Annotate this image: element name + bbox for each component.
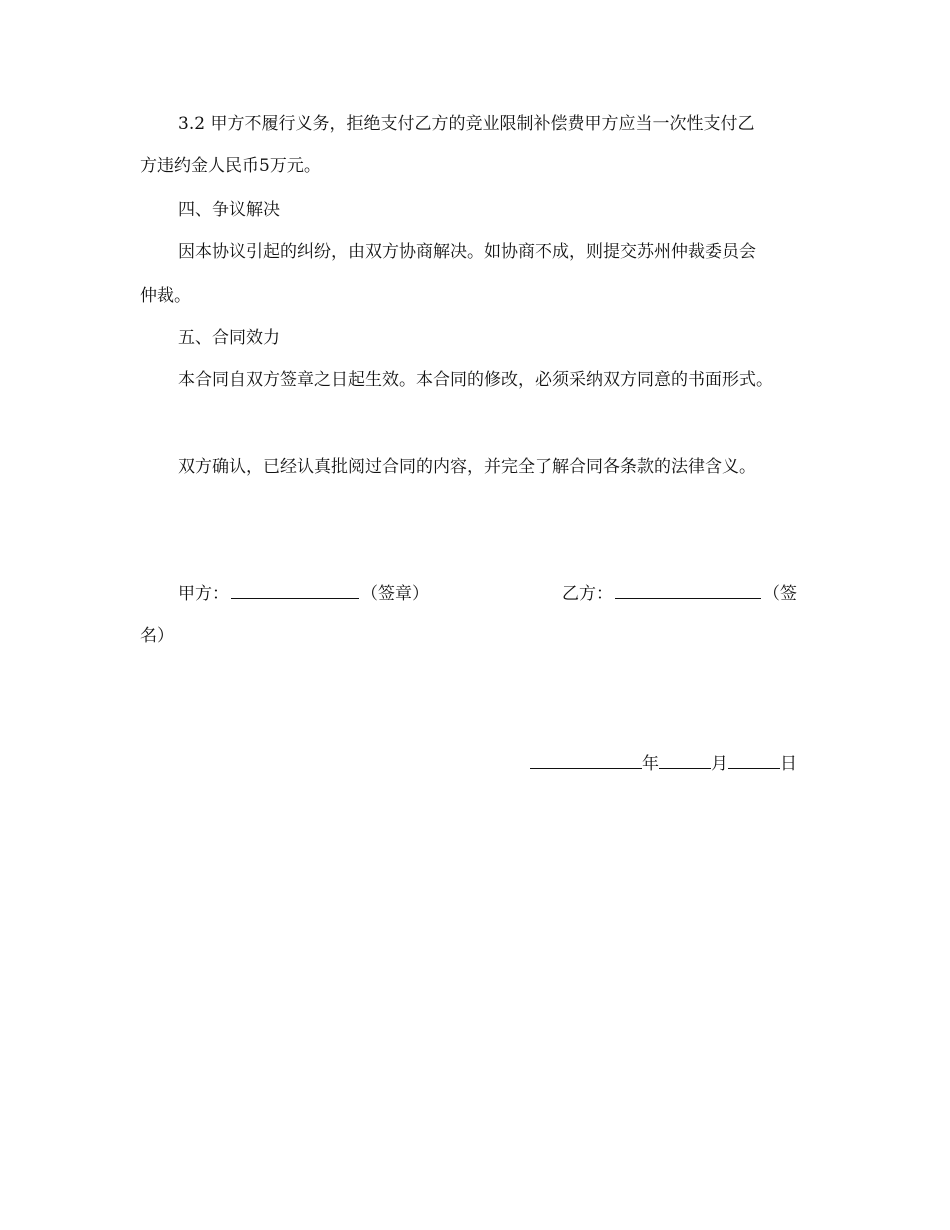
section-5-line-1: 本合同自双方签章之日起生效。本合同的修改，必须采纳双方同意的书面形式。 xyxy=(178,370,773,390)
month-label: 月 xyxy=(711,754,728,774)
party-b-suffix-wrap: 名） xyxy=(140,626,174,646)
party-b-label: 乙方： xyxy=(562,584,613,604)
clause-3-2-line-1: 3.2 甲方不履行义务，拒绝支付乙方的竞业限制补偿费甲方应当一次性支付乙 xyxy=(178,114,755,134)
party-a-signature-line[interactable] xyxy=(231,580,359,599)
month-blank[interactable] xyxy=(659,750,711,769)
day-label: 日 xyxy=(780,754,797,774)
party-b-suffix: （签 xyxy=(763,584,797,604)
section-4-heading: 四、争议解决 xyxy=(178,200,280,220)
section-4-line-2: 仲裁。 xyxy=(140,286,191,306)
party-a-suffix: （签章） xyxy=(361,584,429,604)
section-4-line-1: 因本协议引起的纠纷，由双方协商解决。如协商不成，则提交苏州仲裁委员会 xyxy=(178,242,756,262)
clause-3-2-line-2: 方违约金人民币5万元。 xyxy=(140,156,321,176)
party-a-signature xyxy=(178,580,429,606)
year-label: 年 xyxy=(642,754,659,774)
party-a-label: 甲方： xyxy=(178,584,229,604)
confirmation-statement: 双方确认，已经认真批阅过合同的内容，并完全了解合同各条款的法律含义。 xyxy=(178,457,756,477)
date-row xyxy=(530,750,797,776)
year-blank[interactable] xyxy=(530,750,642,769)
section-5-heading: 五、合同效力 xyxy=(178,328,280,348)
party-b-signature-line[interactable] xyxy=(615,580,761,599)
day-blank[interactable] xyxy=(728,750,780,769)
party-b-signature xyxy=(562,580,797,606)
